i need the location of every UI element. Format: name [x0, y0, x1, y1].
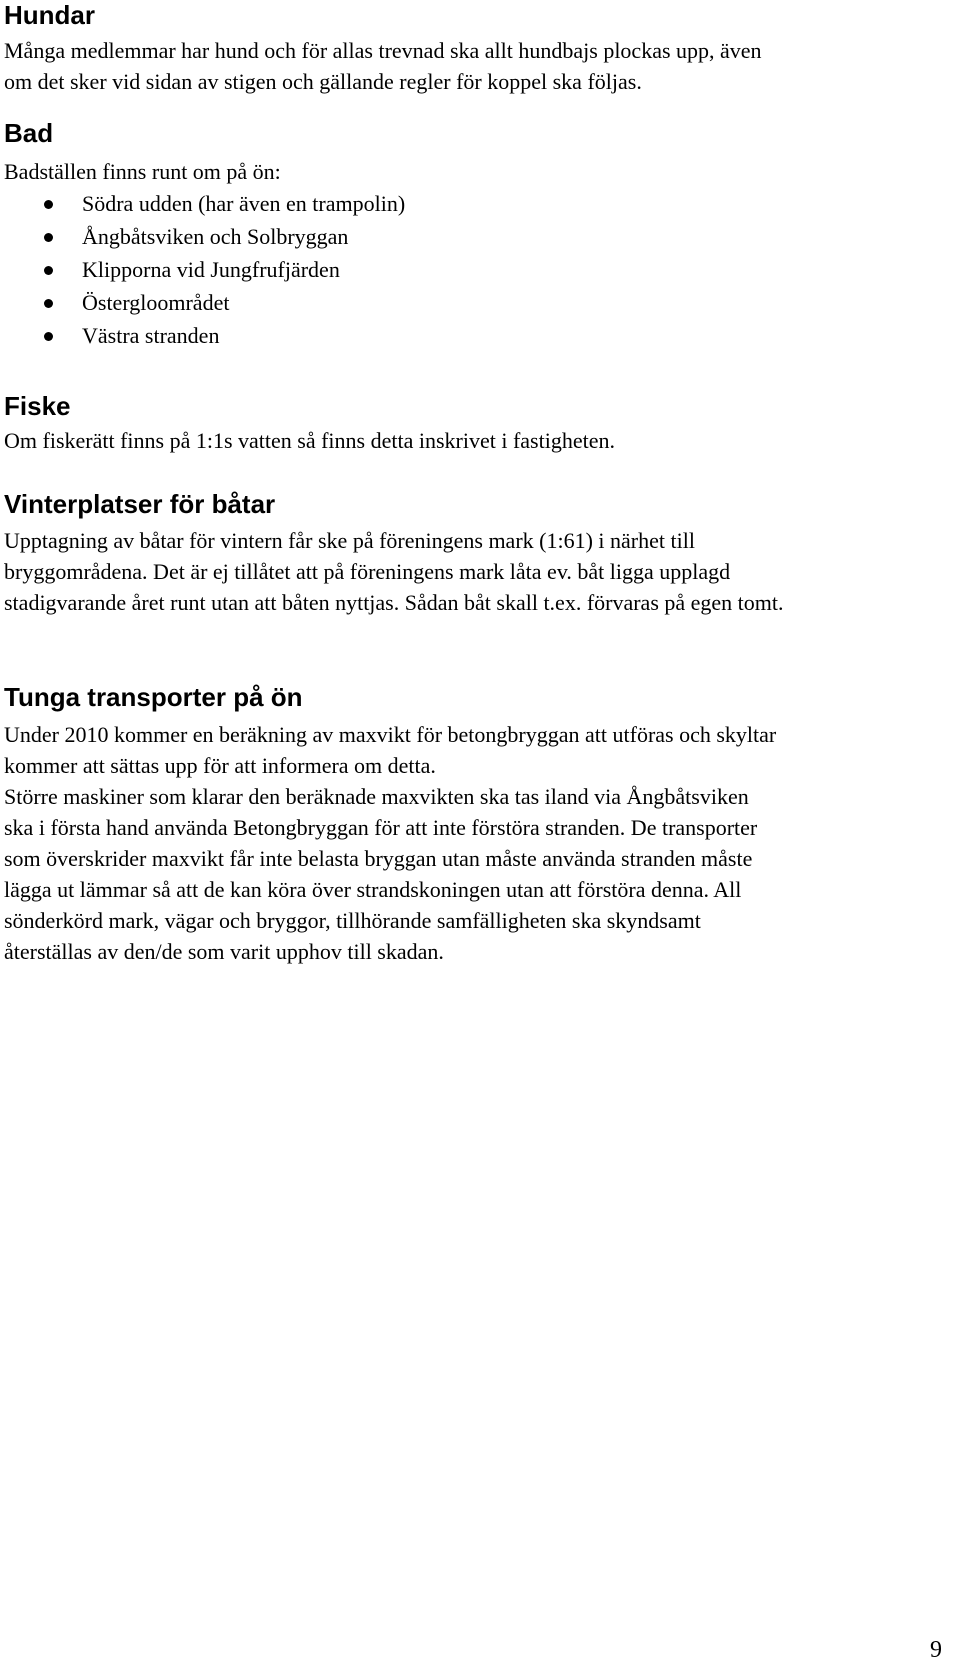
list-item-text: Klipporna vid Jungfrufjärden [82, 257, 340, 282]
vinterplatser-line-3: stadigvarande året runt utan att båten nyttjas. Sådan båt skall t.ex. förvaras på egen tomt. [4, 590, 784, 615]
list-item-text: Ångbåtsviken och Solbryggan [82, 224, 349, 249]
bullet-icon [44, 266, 53, 275]
section-hundar [4, 0, 944, 97]
fiske-line-1: Om fiskerätt finns på 1:1s vatten så finns detta inskrivet i fastigheten. [4, 428, 615, 453]
hundar-line-1: Många medlemmar har hund och för allas trevnad ska allt hundbajs plockas upp, även [4, 38, 762, 63]
list-item-text: Södra udden (har även en trampolin) [82, 191, 406, 216]
transporter-line-3: Större maskiner som klarar den beräknade maxvikten ska tas iland via Ångbåtsviken [4, 784, 749, 809]
transporter-line-5: som överskrider maxvikt får inte belasta bryggan utan måste använda stranden måste [4, 846, 753, 871]
heading-vinterplatser: Vinterplatser för båtar [4, 489, 276, 519]
vinterplatser-line-2: bryggområdena. Det är ej tillåtet att på föreningens mark låta ev. båt ligga upplagd [4, 559, 731, 584]
page-number: 9 [930, 1637, 942, 1663]
bullet-icon [44, 332, 53, 341]
heading-hundar: Hundar [4, 0, 95, 30]
section-transporter [4, 682, 944, 967]
heading-transporter: Tunga transporter på ön [4, 682, 303, 712]
bad-list [4, 187, 944, 352]
transporter-line-1: Under 2010 kommer en beräkning av maxvikt för betongbryggan att utföras och skyltar [4, 722, 777, 747]
transporter-line-2: kommer att sättas upp för att informera om detta. [4, 753, 436, 778]
list-item [4, 286, 944, 319]
section-bad [4, 118, 944, 352]
transporter-line-6: lägga ut lämmar så att de kan köra över strandskoningen utan att förstöra denna. All [4, 877, 742, 902]
list-item [4, 187, 944, 220]
hundar-line-2: om det sker vid sidan av stigen och gällande regler för koppel ska följas. [4, 69, 642, 94]
list-item-text: Östergloområdet [82, 290, 230, 315]
list-item [4, 220, 944, 253]
list-item [4, 253, 944, 286]
transporter-line-8: återställas av den/de som varit upphov till skadan. [4, 939, 444, 964]
heading-fiske: Fiske [4, 391, 71, 421]
bullet-icon [44, 233, 53, 242]
transporter-line-7: sönderkörd mark, vägar och bryggor, tillhörande samfälligheten ska skyndsamt [4, 908, 701, 933]
transporter-line-4: ska i första hand använda Betongbryggan för att inte förstöra stranden. De transporter [4, 815, 758, 840]
section-vinterplatser [4, 489, 944, 618]
heading-bad: Bad [4, 118, 54, 148]
bullet-icon [44, 200, 53, 209]
bullet-icon [44, 299, 53, 308]
section-fiske [4, 391, 944, 456]
bad-intro: Badställen finns runt om på ön: [4, 159, 281, 184]
list-item-text: Västra stranden [82, 323, 220, 348]
list-item [4, 319, 944, 352]
vinterplatser-line-1: Upptagning av båtar för vintern får ske på föreningens mark (1:61) i närhet till [4, 528, 695, 553]
